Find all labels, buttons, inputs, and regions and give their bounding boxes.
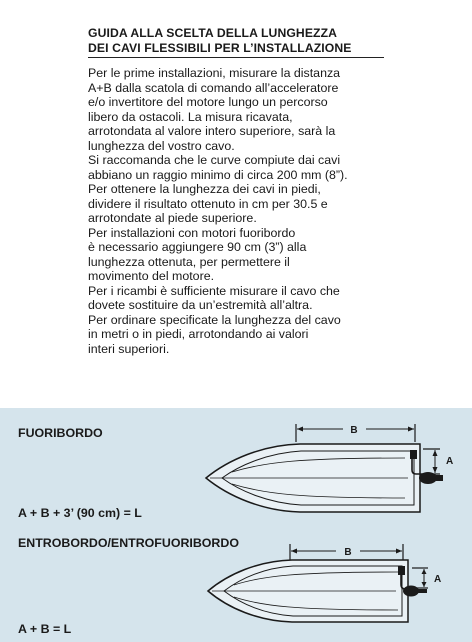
instructions-line: Per ordinare specificate la lunghezza del cavo [88, 312, 341, 327]
heading [88, 26, 388, 58]
instructions-line: in metri o in piedi, arrotondando ai valori [88, 327, 309, 341]
instructions-line: arrotondata al valore intero superiore, sarà la [88, 124, 336, 138]
instructions-line: lunghezza ottenuta, per permettere il [88, 254, 290, 269]
heading-underline [88, 57, 384, 58]
instructions-line: dividere il risultato ottenuto in cm per 30.5 e [88, 196, 328, 211]
instructions-line: dovete sostituire da un’estremità all’altra. [88, 298, 313, 312]
instructions-line: abbiano un raggio minimo di circa 200 mm (8”). [88, 167, 348, 182]
outboard-dim-b: B [350, 425, 358, 436]
instructions-text [88, 66, 398, 356]
inboard-label: ENTROBORDO/ENTROFUORIBORDO [18, 536, 239, 550]
instructions-line: Si raccomanda che le curve compiute dai cavi [88, 153, 341, 167]
inboard-dim-a: A [434, 574, 442, 585]
instructions-line: Per installazioni con motori fuoribordo [88, 225, 296, 240]
inboard-formula: A + B = L [18, 622, 72, 636]
instructions-line: è necessario aggiungere 90 cm (3”) alla [88, 240, 307, 254]
instructions-line: e/o invertitore del motore lungo un percorso [88, 95, 328, 109]
heading-line-1: GUIDA ALLA SCELTA DELLA LUNGHEZZA [88, 26, 338, 40]
inboard-dim-b: B [344, 547, 352, 558]
instructions-line: Per ottenere la lunghezza dei cavi in piedi, [88, 182, 321, 196]
instructions-line: Per le prime installazioni, misurare la distanza [88, 66, 341, 80]
instructions-line: movimento del motore. [88, 269, 215, 283]
instructions-line: A+B dalla scatola di comando all’acceleratore [88, 80, 339, 95]
instructions-line: lunghezza del vostro cavo. [88, 138, 235, 153]
instructions-line: libero da ostacoli. La misura ricavata, [88, 109, 293, 124]
diagram-panel [0, 408, 472, 642]
heading-line-2: DEI CAVI FLESSIBILI PER L’INSTALLAZIONE [88, 41, 352, 55]
outboard-dim-a: A [446, 456, 454, 467]
inboard-boat-diagram [0, 408, 472, 642]
instructions-line: Per i ricambi è sufficiente misurare il cavo che [88, 283, 340, 298]
instructions-line: arrotondate al piede superiore. [88, 211, 257, 225]
outboard-formula: A + B + 3’ (90 cm) = L [18, 506, 142, 520]
instructions-line: interi superiori. [88, 341, 170, 356]
outboard-label: FUORIBORDO [18, 426, 103, 440]
